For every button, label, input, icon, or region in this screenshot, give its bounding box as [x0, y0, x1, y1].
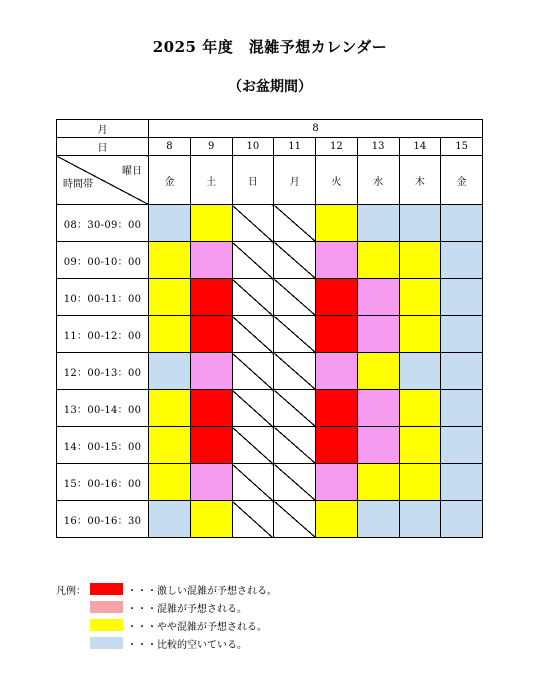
congestion-cell-high	[190, 464, 232, 501]
time-slot-label: 時間帯	[63, 179, 93, 190]
closed-cell	[274, 353, 316, 390]
date-cell: 13	[357, 138, 399, 156]
congestion-cell-low	[357, 205, 399, 242]
closed-cell	[232, 205, 274, 242]
page-title: 2025 年度 混雑予想カレンダー	[152, 38, 388, 56]
legend-item	[56, 634, 277, 652]
congestion-cell-medium	[357, 242, 399, 279]
congestion-cell-medium	[399, 427, 441, 464]
time-slot-label: 12：00-13：00	[57, 353, 149, 390]
congestion-cell-very-high	[316, 279, 358, 316]
date-cell: 12	[316, 138, 358, 156]
congestion-cell-low	[399, 501, 441, 538]
congestion-cell-medium	[399, 390, 441, 427]
month-row	[57, 120, 483, 138]
time-slot-row	[57, 501, 483, 538]
congestion-cell-high	[316, 242, 358, 279]
time-slot-label: 15：00-16：00	[57, 464, 149, 501]
congestion-cell-medium	[399, 316, 441, 353]
congestion-cell-low	[441, 205, 483, 242]
congestion-cell-medium	[316, 501, 358, 538]
closed-cell	[274, 279, 316, 316]
congestion-cell-low	[441, 464, 483, 501]
date-cell: 8	[149, 138, 191, 156]
time-slot-label: 16：00-16：30	[57, 501, 149, 538]
time-slot-row	[57, 390, 483, 427]
closed-cell	[274, 316, 316, 353]
congestion-cell-low	[399, 353, 441, 390]
weekday-cell: 日	[232, 156, 274, 205]
legend-item	[56, 580, 277, 598]
time-slot-row	[57, 353, 483, 390]
time-slot-label: 08：30-09：00	[57, 205, 149, 242]
closed-cell	[232, 390, 274, 427]
congestion-cell-low	[149, 353, 191, 390]
congestion-cell-very-high	[316, 390, 358, 427]
congestion-cell-low	[441, 316, 483, 353]
legend-item	[56, 598, 277, 616]
month-label: 月	[57, 120, 149, 138]
weekday-cell: 水	[357, 156, 399, 205]
congestion-cell-medium	[149, 242, 191, 279]
closed-cell	[274, 390, 316, 427]
closed-cell	[274, 464, 316, 501]
congestion-cell-low	[441, 353, 483, 390]
congestion-cell-medium	[357, 464, 399, 501]
congestion-cell-very-high	[190, 390, 232, 427]
weekday-label: 曜日	[122, 166, 142, 177]
date-label: 日	[57, 138, 149, 156]
closed-cell	[274, 427, 316, 464]
weekday-cell: 土	[190, 156, 232, 205]
date-cell: 10	[232, 138, 274, 156]
weekday-cell: 月	[274, 156, 316, 205]
congestion-cell-high	[357, 390, 399, 427]
congestion-cell-low	[441, 242, 483, 279]
congestion-cell-medium	[190, 205, 232, 242]
congestion-cell-high	[357, 316, 399, 353]
closed-cell	[232, 316, 274, 353]
congestion-cell-medium	[190, 501, 232, 538]
date-row	[57, 138, 483, 156]
congestion-cell-low	[357, 501, 399, 538]
congestion-cell-low	[149, 501, 191, 538]
closed-cell	[232, 427, 274, 464]
closed-cell	[232, 242, 274, 279]
congestion-cell-high	[316, 464, 358, 501]
congestion-cell-very-high	[190, 427, 232, 464]
date-cell: 14	[399, 138, 441, 156]
congestion-cell-medium	[149, 390, 191, 427]
time-slot-label: 13：00-14：00	[57, 390, 149, 427]
congestion-cell-medium	[149, 464, 191, 501]
time-slot-row	[57, 464, 483, 501]
legend-text: ・・・やや混雑が予想される。	[127, 621, 267, 633]
congestion-cell-high	[316, 353, 358, 390]
month-value: 8	[149, 120, 483, 138]
time-slot-label: 14：00-15：00	[57, 427, 149, 464]
weekday-cell: 木	[399, 156, 441, 205]
time-slot-row	[57, 316, 483, 353]
congestion-cell-medium	[149, 316, 191, 353]
congestion-cell-high	[190, 353, 232, 390]
closed-cell	[274, 242, 316, 279]
congestion-cell-low	[399, 205, 441, 242]
legend-text: ・・・比較的空いている。	[127, 639, 247, 651]
congestion-cell-very-high	[316, 316, 358, 353]
congestion-cell-medium	[316, 205, 358, 242]
congestion-cell-low	[441, 390, 483, 427]
congestion-cell-medium	[357, 353, 399, 390]
time-slot-row	[57, 242, 483, 279]
congestion-cell-high	[190, 242, 232, 279]
date-cell: 11	[274, 138, 316, 156]
congestion-cell-high	[357, 427, 399, 464]
closed-cell	[232, 353, 274, 390]
weekday-cell: 火	[316, 156, 358, 205]
congestion-cell-medium	[149, 279, 191, 316]
congestion-cell-medium	[399, 464, 441, 501]
congestion-cell-high	[357, 279, 399, 316]
legend-swatch	[90, 619, 123, 631]
time-slot-row	[57, 205, 483, 242]
congestion-cell-low	[149, 205, 191, 242]
time-slot-row	[57, 279, 483, 316]
legend-text: ・・・激しい混雑が予想される。	[127, 585, 277, 597]
legend-text: ・・・混雑が予想される。	[127, 603, 247, 615]
time-slot-label: 11：00-12：00	[57, 316, 149, 353]
weekday-row	[57, 156, 483, 205]
time-slot-label: 09：00-10：00	[57, 242, 149, 279]
closed-cell	[232, 464, 274, 501]
legend-label: 凡例：	[56, 585, 86, 597]
closed-cell	[274, 501, 316, 538]
congestion-cell-medium	[399, 279, 441, 316]
legend-item	[56, 616, 277, 634]
congestion-cell-very-high	[190, 316, 232, 353]
congestion-cell-low	[441, 501, 483, 538]
weekday-cell: 金	[149, 156, 191, 205]
page-subtitle: （お盆期間）	[228, 79, 312, 95]
legend-swatch	[90, 583, 123, 595]
congestion-calendar	[56, 119, 483, 538]
date-cell: 15	[441, 138, 483, 156]
date-cell: 9	[190, 138, 232, 156]
congestion-cell-very-high	[316, 427, 358, 464]
legend	[56, 580, 277, 652]
congestion-cell-low	[441, 279, 483, 316]
time-slot-label: 10：00-11：00	[57, 279, 149, 316]
legend-swatch	[90, 637, 123, 649]
closed-cell	[232, 501, 274, 538]
congestion-cell-very-high	[190, 279, 232, 316]
weekday-time-header	[57, 156, 149, 205]
weekday-cell: 金	[441, 156, 483, 205]
congestion-cell-medium	[149, 427, 191, 464]
closed-cell	[274, 205, 316, 242]
time-slot-row	[57, 427, 483, 464]
congestion-cell-low	[441, 427, 483, 464]
congestion-cell-medium	[399, 242, 441, 279]
closed-cell	[232, 279, 274, 316]
legend-swatch	[90, 601, 123, 613]
